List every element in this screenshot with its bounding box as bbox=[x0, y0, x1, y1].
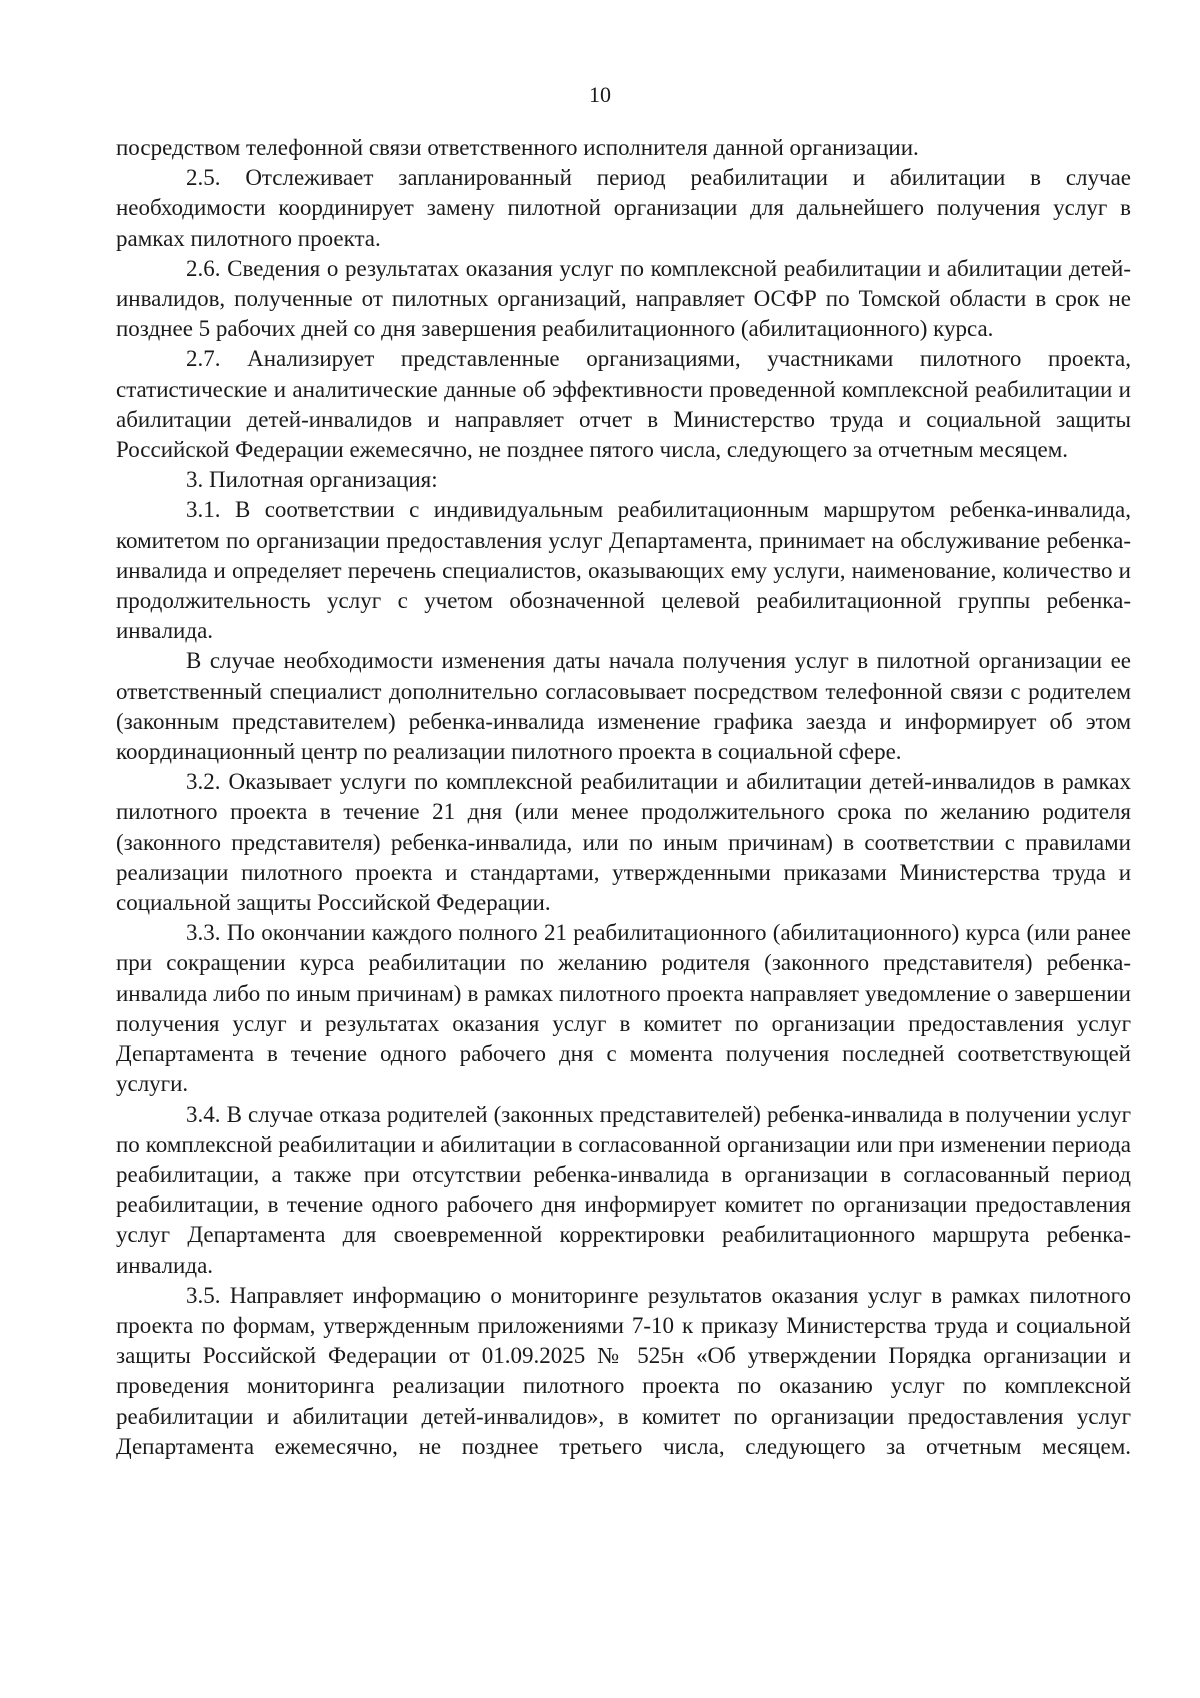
paragraph-2-6: 2.6. Сведения о результатах оказания услуг по комплексной реабилитации и абилитации детей-инвалидов, полученные от пилотных организаций, направляет ОСФР по Томской области в срок не позднее 5 рабочих дней со дня завершения реабилитационного (абилитационного) курса. bbox=[116, 255, 1131, 342]
paragraph-continuation: посредством телефонной связи ответственного исполнителя данной организации. bbox=[116, 135, 919, 160]
paragraph-3-1: 3.1. В соответствии с индивидуальным реабилитационным маршрутом ребенка-инвалида, комитетом по организации предоставления услуг Департамента, принимает на обслуживание ребенка-инвалида и определяет перечень специалистов, оказывающих ему услуги, наименование, количество и продолжительность услуг с учетом обозначенной целевой реабилитационной группы ребенка-инвалида. bbox=[116, 497, 1131, 644]
section-3-heading: 3. Пилотная организация: bbox=[186, 467, 438, 493]
paragraph-2-5: 2.5. Отслеживает запланированный период реабилитации и абилитации в случае необходимости координирует замену пилотной организации для дальнейшего получения услуг в рамках пилотного проекта. bbox=[116, 165, 1131, 251]
paragraph-3-4: 3.4. В случае отказа родителей (законных представителей) ребенка-инвалида в получении услуг по комплексной реабилитации и абилитации в согласованной организации или при изменении периода реабилитации, а также при отсутствии ребенка-инвалида в организации в согласованный период реабилитации, в течение одного рабочего дня информирует комитет по организации предоставления услуг Департамента для своевременной корректировки реабилитационного маршрута ребенка-инвалида. bbox=[116, 1101, 1131, 1278]
paragraph-2-7: 2.7. Анализирует представленные организациями, участниками пилотного проекта, статистические и аналитические данные об эффективности проведенной комплексной реабилитации и абилитации детей-инвалидов и направляет отчет в Министерство труда и социальной защиты Российской Федерации ежемесячно, не позднее пятого числа, следующего за отчетным месяцем. bbox=[116, 346, 1131, 463]
paragraph-3-2: 3.2. Оказывает услуги по комплексной реабилитации и абилитации детей-инвалидов в рамках пилотного проекта в течение 21 дня (или менее продолжительного срока по желанию родителя (законного представителя) ребенка-инвалида, или по иным причинам) в соответствии с правилами реализации пилотного проекта и стандартами, утвержденными приказами Министерства труда и социальной защиты Российской Федерации. bbox=[116, 769, 1131, 916]
document-body bbox=[116, 133, 1131, 1462]
page-number: 10 bbox=[589, 82, 611, 107]
paragraph-3-1-note: В случае необходимости изменения даты начала получения услуг в пилотной организации ее ответственный специалист дополнительно согласовывает посредством телефонной связи с родителем (законным представителем) ребенка-инвалида изменение графика заезда и информирует об этом координационный центр по реализации пилотного проекта в социальной сфере. bbox=[116, 648, 1131, 765]
paragraph-3-5: 3.5. Направляет информацию о мониторинге результатов оказания услуг в рамках пилотного проекта по формам, утвержденным приложениями 7-10 к приказу Министерства труда и социальной защиты Российской Федерации от 01.09.2025 № 525н «Об утверждении Порядка организации и проведения мониторинга реализации пилотного проекта по оказанию услуг по комплексной реабилитации и абилитации детей-инвалидов», в комитет по организации предоставления услуг Департамента ежемесячно, не позднее третьего числа, следующего за отчетным месяцем. bbox=[116, 1282, 1131, 1459]
paragraph-3-3: 3.3. По окончании каждого полного 21 реабилитационного (абилитационного) курса (или ранее при сокращении курса реабилитации по желанию родителя (законного представителя) ребенка-инвалида либо по иным причинам) в рамках пилотного проекта направляет уведомление о завершении получения услуг и результатах оказания услуг в комитет по организации предоставления услуг Департамента в течение одного рабочего дня с момента получения последней соответствующей услуги. bbox=[116, 920, 1131, 1097]
